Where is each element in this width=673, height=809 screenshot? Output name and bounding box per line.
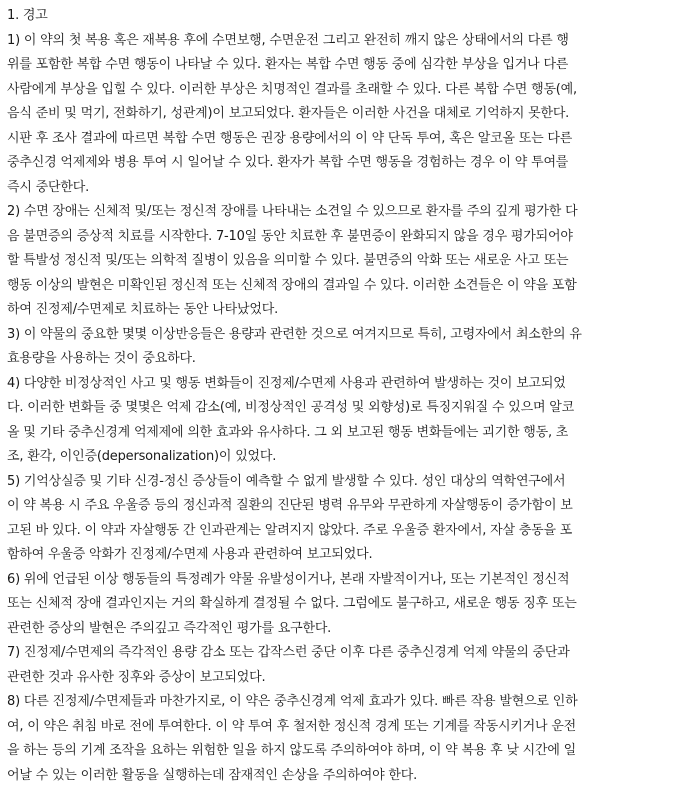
text-line: 또는 신체적 장애 결과인지는 거의 확실하게 결정될 수 없다. 그럼에도 불구하고, 새로운 행동 징후 또는	[7, 596, 577, 611]
text-line: 위를 포함한 복합 수면 행동이 나타날 수 있다. 환자는 복합 수면 행동 중에 심각한 부상을 입거나 다른	[7, 57, 569, 72]
text-line: 시판 후 조사 결과에 따르면 복합 수면 행동은 권장 용량에서의 이 약 단독 투여, 혹은 알코올 또는 다른	[7, 130, 573, 146]
text-line: 음식 준비 및 먹기, 전화하기, 성관계)이 보고되었다. 환자들은 이러한 사건을 대체로 기억하지 못한다.	[7, 106, 570, 121]
text-line: 효용량을 사용하는 것이 중요하다.	[7, 351, 196, 366]
text-line: 음 불면증의 증상적 치료를 시작한다. 7-10일 동안 치료한 후 불면증이 완화되지 않을 경우 평가되어야	[7, 228, 573, 244]
text-line: 행동 이상의 발현은 미확인된 정신적 또는 신체적 장애의 결과일 수 있다. 이러한 소견들은 이 약을 포함	[7, 277, 577, 293]
text-line: 하여 진정제/수면제로 치료하는 동안 나타났었다.	[7, 302, 279, 317]
text-line: 이 약 복용 시 주요 우울증 등의 정신과적 질환의 진단된 병력 유무와 무관하게 자살행동이 증가함이 보	[7, 498, 573, 513]
text-line: 함하여 우울증 악화가 진정제/수면제 사용과 관련하여 보고되었다.	[7, 547, 373, 562]
text-line: 할 특발성 정신적 및/또는 의학적 질병이 있음을 의미할 수 있다. 불면증의 악화 또는 새로운 사고 또는	[7, 253, 569, 268]
text-line: 2) 수면 장애는 신체적 및/또는 정신적 장애를 나타내는 소견일 수 있으므로 환자를 주의 깊게 평가한 다	[7, 204, 578, 219]
text-line: 다. 이러한 변화들 중 몇몇은 억제 감소(예, 비정상적인 공격성 및 외향성)로 특징지워질 수 있으며 알코	[7, 400, 574, 415]
text-line: 을 하는 등의 기계 조작을 요하는 위험한 일을 하지 않도록 주의하여야 하며, 이 약 복용 후 낮 시간에 일	[7, 743, 577, 758]
text-line: 1) 이 약의 첫 복용 혹은 재복용 후에 수면보행, 수면운전 그리고 완전히 깨지 않은 상태에서의 다른 행	[7, 32, 569, 48]
text-line: 중추신경 억제제와 병용 투여 시 일어날 수 있다. 환자가 복합 수면 행동을 경험하는 경우 이 약 투여를	[7, 155, 569, 170]
text-line: 4) 다양한 비정상적인 사고 및 행동 변화들이 진정제/수면제 사용과 관련하여 발생하는 것이 보고되었	[7, 375, 566, 391]
text-line: 관련한 것과 유사한 징후와 증상이 보고되었다.	[7, 669, 266, 685]
text-line: 즉시 중단한다.	[7, 179, 90, 195]
text-line: 고된 바 있다. 이 약과 자살행동 간 인과관계는 알려지지 않았다. 주로 우울증 환자에서, 자살 충동을 포	[7, 522, 573, 538]
text-line: 6) 위에 언급된 이상 행동들의 특정례가 약물 유발성이거나, 본래 자발적이거나, 또는 기본적인 정신적	[7, 571, 570, 587]
text-line: 조, 환각, 이인증(depersonalization)이 있었다.	[7, 449, 277, 464]
text-line: 관련한 증상의 발현은 주의깊고 즉각적인 평가를 요구한다.	[7, 620, 332, 636]
section-heading: 1. 경고	[7, 8, 48, 23]
text-line: 3) 이 약물의 중요한 몇몇 이상반응들은 용량과 관련한 것으로 여겨지므로 특히, 고령자에서 최소한의 유	[7, 326, 582, 342]
text-line: 8) 다른 진정제/수면제들과 마찬가지로, 이 약은 중추신경계 억제 효과가 있다. 빠른 작용 발현으로 인하	[7, 694, 578, 709]
text-line: 7) 진정제/수면제의 즉각적인 용량 감소 또는 갑작스런 중단 이후 다른 중추신경계 억제 약물의 중단과	[7, 645, 570, 660]
text-line: 5) 기억상실증 및 기타 신경-정신 증상들이 예측할 수 없게 발생할 수 있다. 성인 대상의 역학연구에서	[7, 473, 566, 489]
text-line: 어날 수 있는 이러한 활동을 실행하는데 잠재적인 손상을 주의하여야 한다.	[7, 767, 418, 783]
text-line: 여, 이 약은 취침 바로 전에 투여한다. 이 약 투여 후 철저한 정신적 경계 또는 기계를 작동시키거나 운전	[7, 718, 577, 734]
text-line: 올 및 기타 중추신경계 억제제에 의한 효과와 유사하다. 그 외 보고된 행동 변화들에는 괴기한 행동, 초	[7, 424, 569, 440]
text-line: 사람에게 부상을 입힐 수 있다. 이러한 부상은 치명적인 결과를 초래할 수 있다. 다른 복합 수면 행동(예,	[7, 81, 577, 97]
